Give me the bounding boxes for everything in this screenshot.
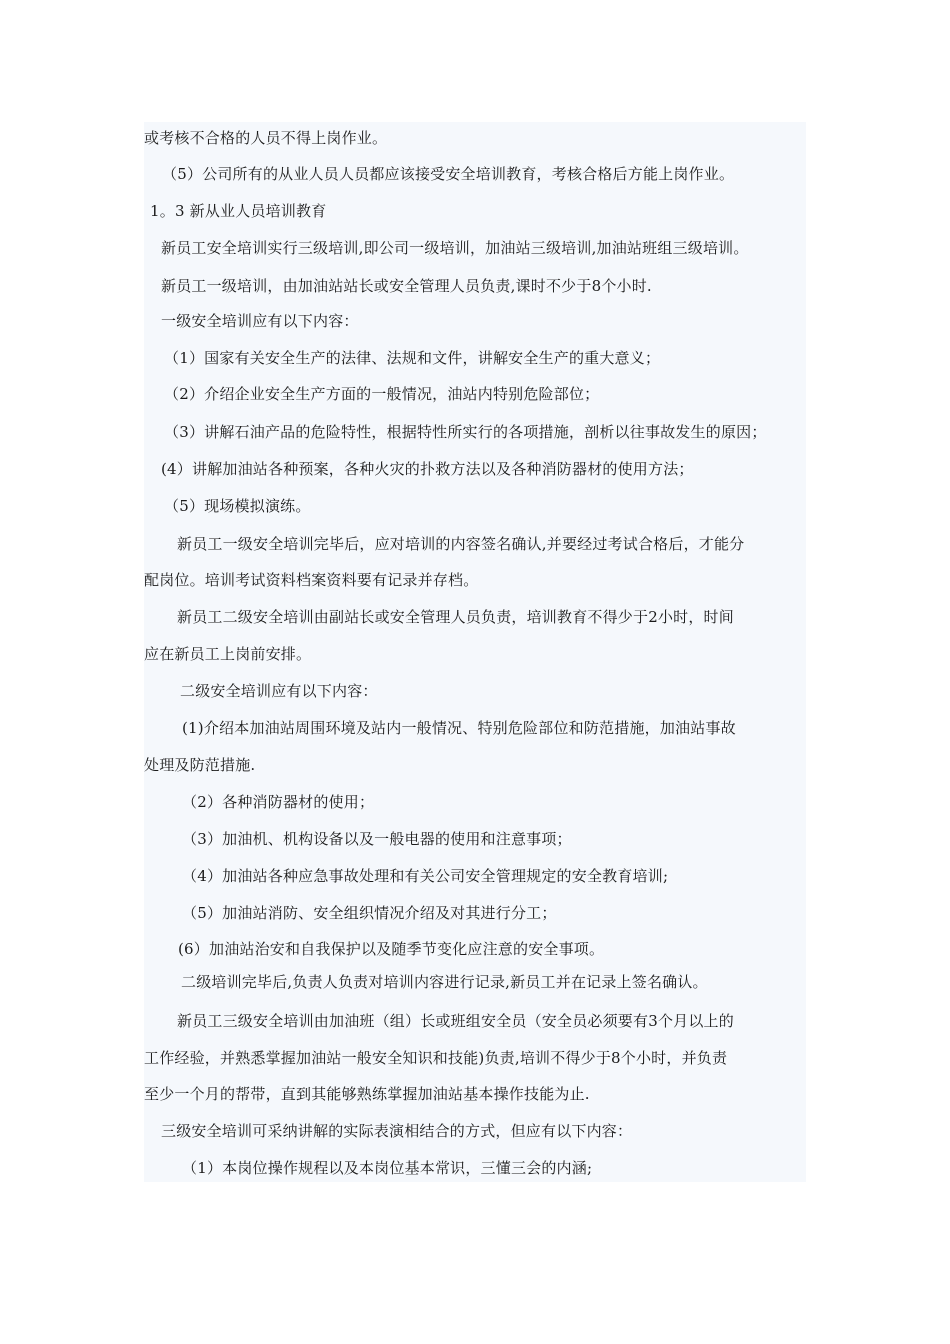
text-line: 至少一个月的帮带，直到其能够熟练掌握加油站基本操作技能为止. [144, 1085, 590, 1103]
text-line: （5）公司所有的从业人员人员都应该接受安全培训教育，考核合格后方能上岗作业。 [162, 165, 735, 183]
text-line: （4）加油站各种应急事故处理和有关公司安全管理规定的安全教育培训; [182, 867, 669, 885]
text-line: 新员工一级培训，由加油站站长或安全管理人员负责,课时不少于8个小时. [161, 277, 652, 295]
text-line: （2）介绍企业安全生产方面的一般情况，油站内特别危险部位； [164, 385, 600, 403]
text-line: 新员工一级安全培训完毕后，应对培训的内容签名确认,并要经过考试合格后，才能分 [177, 535, 745, 553]
text-line: （2）各种消防器材的使用； [182, 793, 375, 811]
text-line: 二级安全培训应有以下内容： [180, 682, 378, 700]
text-line: （5）加油站消防、安全组织情况介绍及对其进行分工； [182, 904, 557, 922]
section-heading: 1。3 新从业人员培训教育 [150, 202, 327, 220]
text-line: 三级安全培训可采纳讲解的实际表演相结合的方式，但应有以下内容： [161, 1122, 633, 1140]
text-line: （3）加油机、机构设备以及一般电器的使用和注意事项； [182, 830, 572, 848]
text-line: 或考核不合格的人员不得上岗作业。 [144, 129, 388, 147]
text-line: （5）现场模拟演练。 [164, 497, 311, 515]
text-line: 处理及防范措施. [144, 756, 256, 774]
text-line: 配岗位。培训考试资料档案资料要有记录并存档。 [144, 571, 479, 589]
text-line: (6）加油站治安和自我保护以及随季节变化应注意的安全事项。 [178, 940, 605, 958]
text-line: （1）国家有关安全生产的法律、法规和文件，讲解安全生产的重大意义； [164, 349, 661, 367]
text-line: 新员工安全培训实行三级培训,即公司一级培训，加油站三级培训,加油站班组三级培训。 [161, 239, 749, 257]
text-line: 一级安全培训应有以下内容： [161, 312, 359, 330]
text-line: 工作经验，并熟悉掌握加油站一般安全知识和技能)负责,培训不得少于8个小时，并负责 [144, 1049, 728, 1067]
text-line: 新员工二级安全培训由副站长或安全管理人员负责，培训教育不得少于2小时，时间 [177, 608, 734, 626]
text-line: (1)介绍本加油站周围环境及站内一般情况、特别危险部位和防范措施，加油站事故 [182, 719, 736, 737]
text-line: （1）本岗位操作规程以及本岗位基本常识，三懂三会的内涵; [182, 1159, 593, 1177]
text-line: (4）讲解加油站各种预案，各种火灾的扑救方法以及各种消防器材的使用方法； [161, 460, 694, 478]
text-line: 二级培训完毕后,负责人负责对培训内容进行记录,新员工并在记录上签名确认。 [181, 973, 708, 991]
document-text-block [144, 122, 806, 1182]
text-line: 应在新员工上岗前安排。 [144, 645, 312, 663]
text-line: 新员工三级安全培训由加油班（组）长或班组安全员（安全员必须要有3个月以上的 [177, 1012, 734, 1030]
text-line: （3）讲解石油产品的危险特性，根据特性所实行的各项措施，剖析以往事故发生的原因； [164, 423, 767, 441]
